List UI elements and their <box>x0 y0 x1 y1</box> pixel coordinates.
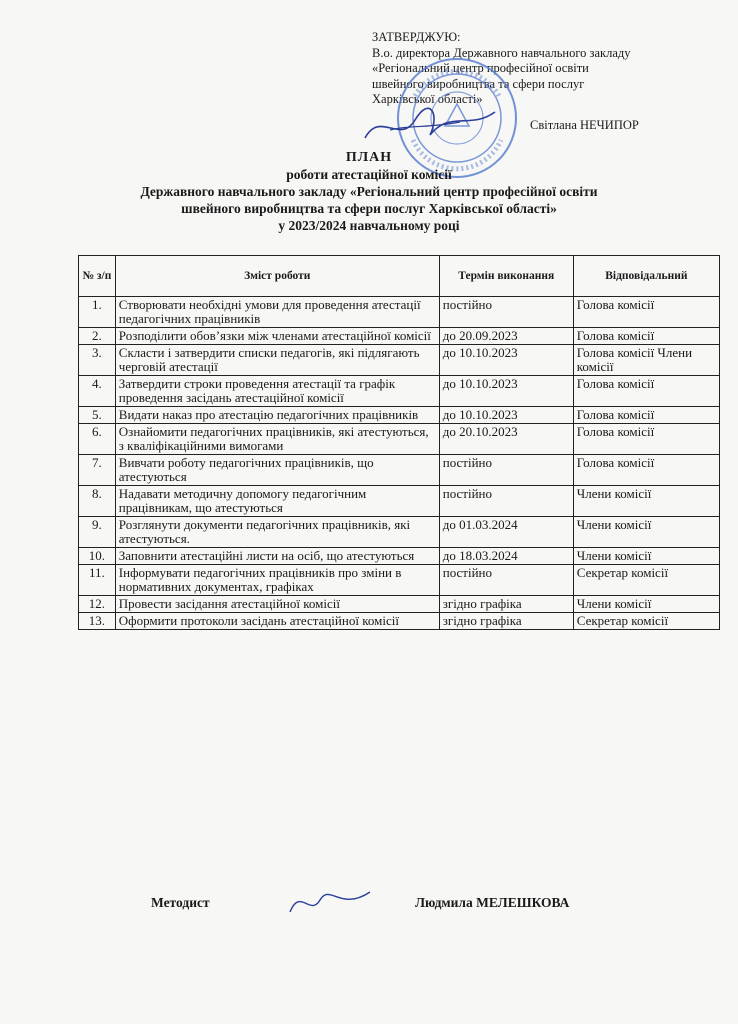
row-number: 6. <box>79 424 116 455</box>
row-responsible: Голова комісії <box>573 328 719 345</box>
table-row <box>79 565 720 596</box>
row-term: до 10.10.2023 <box>439 345 573 376</box>
plan-heading: ПЛАН <box>345 150 393 165</box>
table-row <box>79 548 720 565</box>
row-content: Провести засідання атестаційної комісії <box>115 596 439 613</box>
row-responsible: Секретар комісії <box>573 613 719 630</box>
row-responsible: Голова комісії <box>573 455 719 486</box>
table-row <box>79 596 720 613</box>
table-row <box>79 455 720 486</box>
row-term: постійно <box>439 297 573 328</box>
row-responsible: Голова комісії <box>573 424 719 455</box>
row-responsible: Члени комісії <box>573 517 719 548</box>
row-number: 13. <box>79 613 116 630</box>
row-number: 5. <box>79 407 116 424</box>
row-term: постійно <box>439 455 573 486</box>
approval-line: ЗАТВЕРДЖУЮ: <box>372 30 461 44</box>
row-number: 7. <box>79 455 116 486</box>
row-responsible: Члени комісії <box>573 596 719 613</box>
row-content: Скласти і затвердити списки педагогів, які підлягають черговій атестації <box>115 345 439 376</box>
title-line: швейного виробництва та сфери послуг Харківської області» <box>181 201 557 216</box>
row-number: 10. <box>79 548 116 565</box>
row-content: Затвердити строки проведення атестації та графік проведення засідань атестаційної комісії <box>115 376 439 407</box>
row-term: до 20.09.2023 <box>439 328 573 345</box>
row-responsible: Голова комісії <box>573 297 719 328</box>
approval-line: Харківської області» <box>372 92 483 106</box>
table-row <box>79 424 720 455</box>
row-responsible: Члени комісії <box>573 486 719 517</box>
title-line: у 2023/2024 навчальному році <box>278 218 460 233</box>
approval-line: В.о. директора Державного навчального закладу <box>372 45 631 60</box>
row-content: Розглянути документи педагогічних працівників, які атестуються. <box>115 517 439 548</box>
footer-role: Методист <box>151 895 210 910</box>
row-term: до 10.10.2023 <box>439 407 573 424</box>
row-term: до 18.03.2024 <box>439 548 573 565</box>
row-content: Інформувати педагогічних працівників про зміни в нормативних документах, графіках <box>115 565 439 596</box>
row-number: 9. <box>79 517 116 548</box>
table-row <box>79 376 720 407</box>
col-header-number: № з/п <box>79 256 116 297</box>
row-term: згідно графіка <box>439 613 573 630</box>
row-responsible: Голова комісії <box>573 376 719 407</box>
table-row <box>79 328 720 345</box>
row-content: Вивчати роботу педагогічних працівників, що атестуються <box>115 455 439 486</box>
approver-name: Світлана НЕЧИПОР <box>530 118 639 132</box>
approval-line: «Регіональний центр професійної освіти <box>372 61 589 75</box>
table-header-row <box>79 256 720 297</box>
row-number: 1. <box>79 297 116 328</box>
row-content: Розподілити обов’язки між членами атестаційної комісії <box>115 328 439 345</box>
row-content: Надавати методичну допомогу педагогічним працівникам, що атестуються <box>115 486 439 517</box>
plan-table <box>78 255 720 630</box>
row-responsible: Голова комісії <box>573 407 719 424</box>
table-row <box>79 297 720 328</box>
row-term: до 01.03.2024 <box>439 517 573 548</box>
director-signature <box>360 100 500 150</box>
row-content: Видати наказ про атестацію педагогічних працівників <box>115 407 439 424</box>
table-row <box>79 486 720 517</box>
row-responsible: Члени комісії <box>573 548 719 565</box>
col-header-term: Термін виконання <box>439 256 573 297</box>
approval-line: швейного виробництва та сфери послуг <box>372 76 585 91</box>
methodist-signature <box>285 882 375 922</box>
footer-name: Людмила МЕЛЕШКОВА <box>415 895 570 910</box>
row-content: Оформити протоколи засідань атестаційної комісії <box>115 613 439 630</box>
col-header-content: Зміст роботи <box>115 256 439 297</box>
row-content: Ознайомити педагогічних працівників, які атестуються, з кваліфікаційними вимогами <box>115 424 439 455</box>
row-number: 2. <box>79 328 116 345</box>
row-number: 3. <box>79 345 116 376</box>
row-number: 11. <box>79 565 116 596</box>
row-content: Створювати необхідні умови для проведення атестації педагогічних працівників <box>115 297 439 328</box>
table-row <box>79 407 720 424</box>
row-term: до 20.10.2023 <box>439 424 573 455</box>
plan-subtitle <box>0 166 738 234</box>
col-header-responsible: Відповідальний <box>573 256 719 297</box>
title-line: роботи атестаційної комісії <box>286 167 452 182</box>
table-row <box>79 613 720 630</box>
row-responsible: Голова комісії Члени комісії <box>573 345 719 376</box>
row-term: до 10.10.2023 <box>439 376 573 407</box>
row-term: постійно <box>439 486 573 517</box>
row-responsible: Секретар комісії <box>573 565 719 596</box>
row-number: 12. <box>79 596 116 613</box>
row-term: згідно графіка <box>439 596 573 613</box>
table-row <box>79 517 720 548</box>
row-number: 8. <box>79 486 116 517</box>
table-row <box>79 345 720 376</box>
row-term: постійно <box>439 565 573 596</box>
row-content: Заповнити атестаційні листи на осіб, що атестуються <box>115 548 439 565</box>
row-number: 4. <box>79 376 116 407</box>
title-line: Державного навчального закладу «Регіональний центр професійної освіти <box>140 184 598 199</box>
